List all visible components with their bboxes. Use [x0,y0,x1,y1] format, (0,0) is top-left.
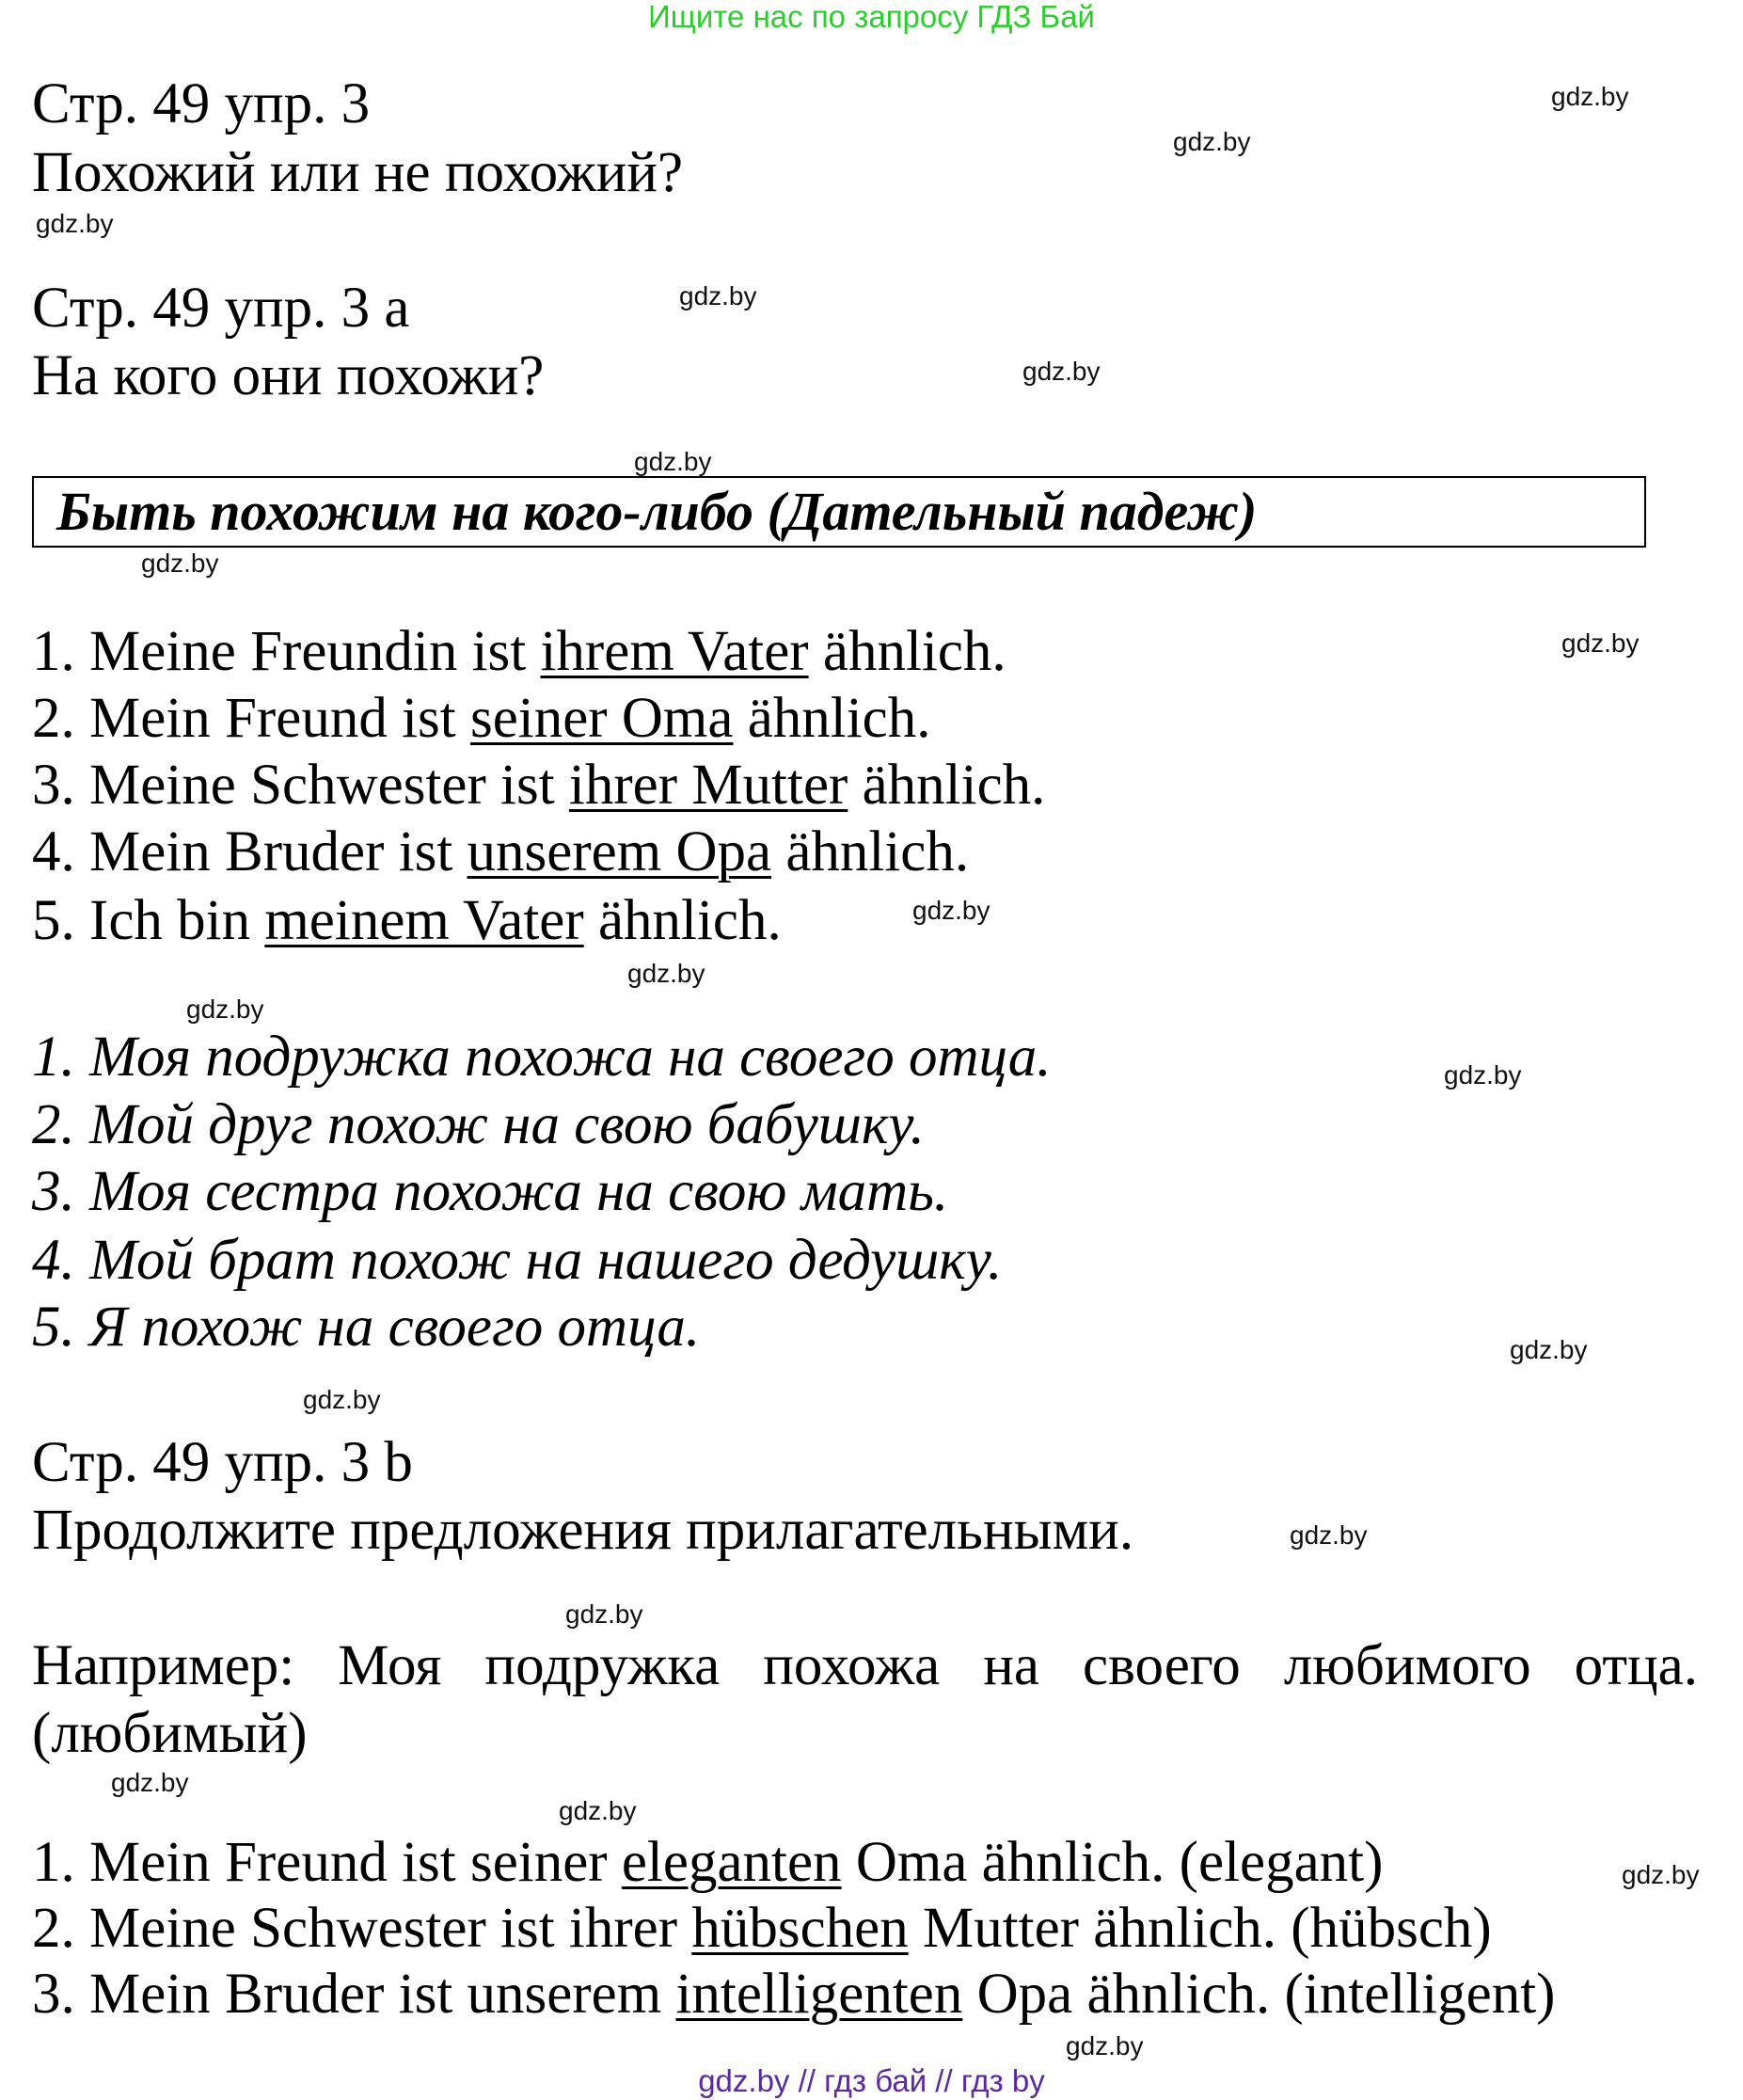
text: ähnlich. [808,620,1006,683]
watermark-text: gdz.by [141,549,219,578]
watermark-text: gdz.by [1551,82,1629,111]
text: 2. Meine Schwester ist ihrer [32,1897,692,1960]
text: 3. Mein Bruder ist unserem [32,1963,676,2026]
russian-sentence: 3. Моя сестра похожа на свою мать. [32,1160,949,1223]
german-sentence [32,752,1045,819]
german-sentence [32,618,1006,686]
underlined-answer: eleganten [621,1831,842,1894]
text: 5. Ich bin [32,889,265,952]
watermark-text: gdz.by [912,896,990,925]
watermark-text: gdz.by [1022,357,1101,386]
watermark-text: gdz.by [1510,1335,1588,1364]
watermark-text: gdz.by [634,447,712,476]
search-banner: Ищите нас по запросу ГДЗ Бай [648,0,1095,34]
watermark-text: gdz.by [1290,1520,1368,1550]
russian-sentence: 2. Мой друг похож на свою бабушку. [32,1093,925,1156]
watermark-text: gdz.by [1622,1860,1700,1889]
text: ähnlich. [583,889,782,952]
watermark-text: gdz.by [559,1796,637,1825]
watermark-text: gdz.by [36,209,114,238]
text: 3. Meine Schwester ist [32,754,569,817]
german-sentence [32,685,931,753]
section-heading: Стр. 49 упр. 3 b [32,1431,413,1494]
watermark-text: gdz.by [111,1768,189,1797]
text: 1. Mein Freund ist seiner [32,1831,622,1894]
watermark-text: gdz.by [303,1385,381,1414]
grammar-rule: Быть похожим на кого-либо (Дательный падеж) [56,481,1258,542]
underlined-answer: unserem Opa [467,820,772,883]
watermark-text: gdz.by [1561,628,1640,658]
text: ähnlich. [848,754,1046,817]
section-heading: Стр. 49 упр. 3 а [32,277,410,340]
text: 1. Meine Freundin ist [32,620,541,683]
watermark-text: gdz.by [186,994,264,1024]
german-sentence [32,887,782,955]
watermark-text: gdz.by [1173,127,1251,156]
answer-sentence [32,1961,1556,2028]
russian-sentence: 5. Я похож на своего отца. [32,1296,701,1359]
watermark-text: gdz.by [627,959,705,988]
text: 2. Mein Freund ist [32,687,470,750]
section-heading: Стр. 49 упр. 3 [32,72,371,135]
task-title: Похожий или не похожий? [32,141,684,204]
russian-sentence: 4. Мой брат похож на нашего дедушку. [32,1229,1003,1292]
footer-banner: gdz.by // гдз бай // гдз by [698,2063,1045,2098]
watermark-text: gdz.by [679,281,757,310]
watermark-text: gdz.by [1444,1060,1522,1090]
answer-sentence [32,1895,1492,1963]
underlined-answer: ihrer Mutter [568,754,848,817]
answer-sentence [32,1829,1383,1897]
text: Oma ähnlich. (elegant) [841,1831,1384,1894]
underlined-answer: seiner Oma [469,687,734,750]
text: Mutter ähnlich. (hübsch) [908,1897,1492,1960]
grammar-rule-box [32,476,1646,548]
underlined-answer: hübschen [691,1897,909,1960]
example-text: Например: Моя подружка похожа на своего любимого отца. (любимый) [32,1634,1698,1765]
task-title: На кого они похожи? [32,344,545,407]
watermark-text: gdz.by [1066,2031,1144,2060]
text: Opa ähnlich. (intelligent) [962,1963,1556,2026]
underlined-answer: meinem Vater [264,889,584,952]
underlined-answer: intelligenten [675,1963,963,2026]
russian-sentence: 1. Моя подружка похожа на своего отца. [32,1026,1052,1089]
text: ähnlich. [771,820,970,883]
watermark-text: gdz.by [565,1599,643,1629]
task-title: Продолжите предложения прилагательными. [32,1499,1134,1562]
underlined-answer: ihrem Vater [540,620,809,683]
german-sentence [32,819,969,886]
text: ähnlich. [733,687,931,750]
text: 4. Mein Bruder ist [32,820,467,883]
